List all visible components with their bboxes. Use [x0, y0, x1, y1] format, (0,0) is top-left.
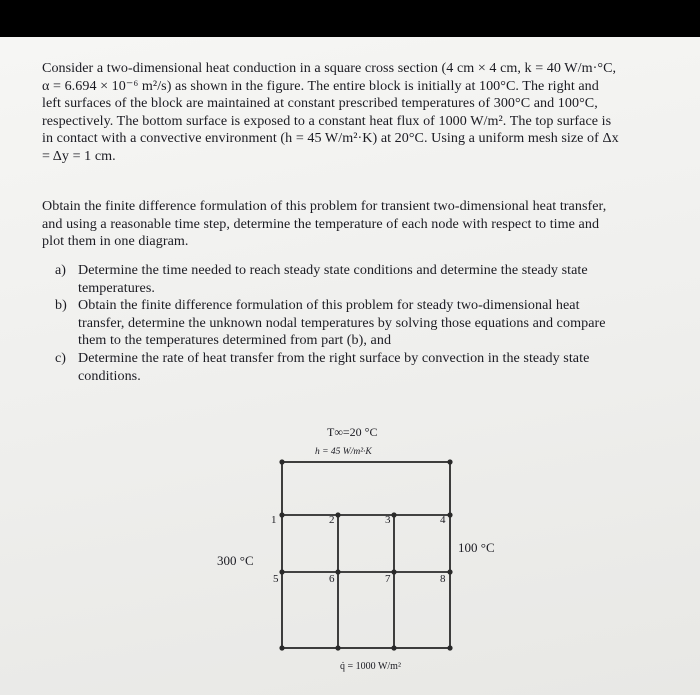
node-label-4: 4	[440, 514, 446, 526]
subpart-label: b)	[55, 297, 67, 314]
node-label-7: 7	[385, 573, 391, 585]
text-line: transfer, determine the unknown nodal temperatures by solving those equations and compare	[78, 314, 606, 331]
node-label-1: 1	[271, 514, 277, 526]
text-line: conditions.	[78, 367, 141, 384]
subpart-list	[55, 262, 665, 385]
text-line: left surfaces of the block are maintained at constant prescribed temperatures of 300°C and 100°C,	[42, 95, 598, 112]
node-dot	[279, 645, 284, 650]
node-dot	[447, 645, 452, 650]
text-line: Obtain the finite difference formulation of this problem for steady two-dimensional heat	[78, 297, 580, 314]
mesh-nodes	[279, 459, 452, 650]
ambient-temp-label: T∞=20 °C	[327, 425, 378, 439]
node-label-5: 5	[273, 573, 279, 585]
node-dot	[391, 569, 396, 574]
text-line: Determine the time needed to reach steady state conditions and determine the steady state	[78, 262, 588, 278]
text-line: α = 6.694 × 10⁻⁶ m²/s) as shown in the figure. The entire block is initially at 100°C. The right and	[42, 77, 599, 94]
node-label-2: 2	[329, 514, 335, 526]
text-line: Consider a two-dimensional heat conduction in a square cross section (4 cm × 4 cm, k = 40 W/m·°C,	[42, 60, 617, 76]
text-line: = Δy = 1 cm.	[42, 147, 116, 164]
subpart-label: a)	[55, 262, 67, 278]
subpart-label: c)	[55, 349, 67, 366]
text-line: Determine the rate of heat transfer from the right surface by convection in the steady state	[78, 349, 590, 366]
convection-coefficient-label: h = 45 W/m²·K	[315, 447, 372, 457]
node-dot	[279, 459, 284, 464]
text-line: them to the temperatures determined from part (b), and	[78, 332, 392, 349]
node-dot	[335, 645, 340, 650]
node-dot	[279, 569, 284, 574]
text-line: respectively. The bottom surface is exposed to a constant heat flux of 1000 W/m². The top surface is	[42, 112, 612, 129]
text-line: plot them in one diagram.	[42, 233, 189, 250]
text-line: Obtain the finite difference formulation of this problem for transient two-dimensional heat transfer,	[42, 198, 607, 214]
node-dot	[335, 512, 340, 517]
mesh-grid	[282, 462, 450, 648]
text-line: and using a reasonable time step, determine the temperature of each node with respect to time and	[42, 215, 600, 232]
problem-intro	[42, 60, 667, 166]
node-dot	[447, 512, 452, 517]
node-numbers	[271, 514, 446, 585]
left-boundary-temp: 300 °C	[217, 553, 254, 568]
text-line: temperatures.	[78, 279, 155, 296]
subpart-b	[55, 297, 665, 350]
problem-task	[42, 198, 667, 251]
text-line: in contact with a convective environment (h = 45 W/m²·K) at 20°C. Using a uniform mesh size of Δx	[42, 130, 619, 147]
mesh-diagram	[200, 420, 530, 680]
node-dot	[391, 512, 396, 517]
node-label-8: 8	[440, 573, 446, 585]
subpart-a	[55, 262, 665, 297]
node-label-6: 6	[329, 573, 335, 585]
node-dot	[335, 569, 340, 574]
domain-boundary	[282, 462, 450, 648]
right-boundary-temp: 100 °C	[458, 540, 495, 555]
heat-flux-label: q̇ = 1000 W/m²	[340, 661, 401, 672]
node-dot	[279, 512, 284, 517]
subpart-c	[55, 350, 665, 385]
node-label-3: 3	[385, 514, 391, 526]
node-dot	[391, 645, 396, 650]
node-dot	[447, 459, 452, 464]
node-dot	[447, 569, 452, 574]
